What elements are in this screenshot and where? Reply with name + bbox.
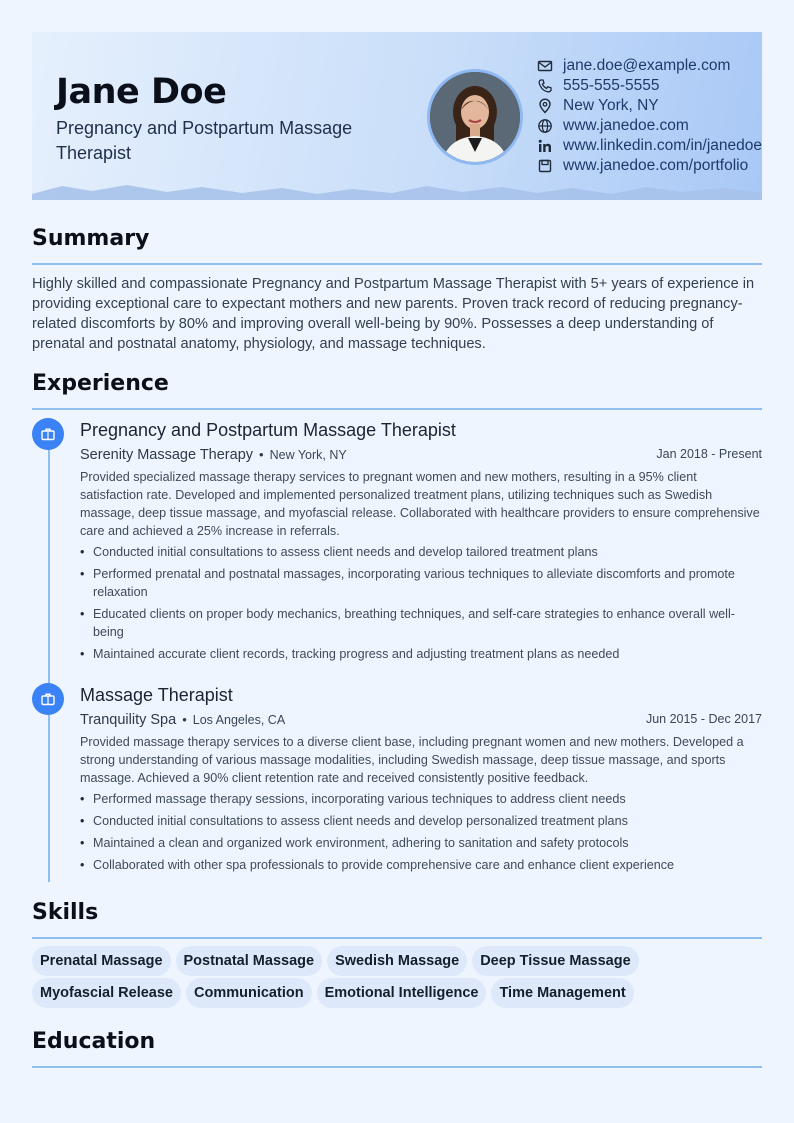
job-title: Pregnancy and Postpartum Massage Therapist <box>80 420 456 440</box>
separator-dot: • <box>259 447 264 462</box>
briefcase-icon <box>32 418 64 450</box>
job-bullet: • Conducted initial consultations to assess client needs and develop tailored treatment plans <box>80 543 762 561</box>
experience-item <box>80 685 762 878</box>
job-description: Provided massage therapy services to a diverse client base, including pregnant women and new mothers. Developed a strong understanding of various massage modalities, including Swedish massage, deep tissue massage, and sports massage. Achieved a 90% client retention rate and received consistently positive feedback. <box>80 735 744 785</box>
job-bullet: • Educated clients on proper body mechanics, breathing techniques, and self-care strategies to enhance overall well-being <box>80 605 762 641</box>
job-bullet: • Performed massage therapy sessions, incorporating various techniques to address client needs <box>80 790 762 808</box>
contact-email[interactable]: jane.doe@example.com <box>537 56 762 76</box>
contact-linkedin[interactable]: www.linkedin.com/in/janedoe <box>537 136 762 156</box>
job-title: Massage Therapist <box>80 685 233 705</box>
job-bullets <box>80 790 762 874</box>
timeline-line <box>48 420 50 882</box>
job-location: Los Angeles, CA <box>192 713 286 727</box>
contact-phone[interactable]: 555-555-5555 <box>537 76 762 96</box>
job-description: Provided specialized massage therapy services to pregnant women and new mothers, resulting in a 95% client satisfaction rate. Developed and implemented personalized treatment plans, utilizing techniques such as Swedish massage, deep tissue massage, and myofascial release. Collaborated with healthcare providers to ensure comprehensive care and achieved a 25% increase in referrals. <box>80 470 760 538</box>
skill-tag: Time Management <box>491 978 633 1008</box>
mail-icon <box>537 58 553 74</box>
job-bullet: • Maintained accurate client records, tracking progress and adjusting treatment plans as needed <box>80 645 762 663</box>
location-icon <box>537 98 553 114</box>
section-divider <box>32 408 762 410</box>
job-bullet: • Performed prenatal and postnatal massages, incorporating various techniques to alleviate discomforts and promote relaxation <box>80 565 762 601</box>
briefcase-icon <box>32 683 64 715</box>
contact-portfolio[interactable]: www.janedoe.com/portfolio <box>537 156 762 176</box>
header-decoration <box>32 182 762 200</box>
job-bullet: • Collaborated with other spa professionals to provide comprehensive care and enhance client experience <box>80 856 762 874</box>
company-name: Serenity Massage Therapy <box>80 447 254 463</box>
job-bullet: • Maintained a clean and organized work environment, adhering to sanitation and safety protocols <box>80 834 762 852</box>
portfolio-icon <box>537 158 553 174</box>
section-title-skills: Skills <box>32 900 99 925</box>
section-divider <box>32 1066 762 1068</box>
job-bullets <box>80 543 762 663</box>
section-title-education: Education <box>32 1029 156 1054</box>
phone-icon <box>537 78 553 94</box>
skill-tag: Communication <box>186 978 312 1008</box>
linkedin-icon <box>537 138 553 154</box>
company-name: Tranquility Spa <box>80 712 177 728</box>
job-bullet: • Conducted initial consultations to assess client needs and develop personalized treatment plans <box>80 812 762 830</box>
skill-tag: Deep Tissue Massage <box>472 946 638 976</box>
skill-tag: Swedish Massage <box>327 946 467 976</box>
summary-text: Highly skilled and compassionate Pregnancy and Postpartum Massage Therapist with 5+ years of experience in providing exceptional care to expectant mothers and new parents. Proven track record of reducing pregnancy-related discomforts by 80% and improving overall well-being by 90%. Possesses a deep understanding of prenatal and postnatal anatomy, physiology, and massage techniques. <box>32 276 755 352</box>
job-dates: Jan 2018 - Present <box>656 447 762 461</box>
section-divider <box>32 263 762 265</box>
skill-tag: Postnatal Massage <box>176 946 323 976</box>
profile-photo <box>427 69 523 165</box>
skill-tag: Myofascial Release <box>32 978 181 1008</box>
candidate-name: Jane Doe <box>56 72 227 112</box>
skills-list <box>32 946 772 1010</box>
globe-icon <box>537 118 553 134</box>
skill-tag: Emotional Intelligence <box>317 978 487 1008</box>
contact-website[interactable]: www.janedoe.com <box>537 116 762 136</box>
experience-item <box>80 420 762 667</box>
job-location: New York, NY <box>269 448 347 462</box>
section-divider <box>32 937 762 939</box>
resume-header <box>32 32 762 200</box>
contact-list <box>537 56 762 176</box>
contact-location: New York, NY <box>537 96 762 116</box>
separator-dot: • <box>182 712 187 727</box>
section-title-experience: Experience <box>32 371 169 396</box>
job-meta <box>80 711 762 733</box>
job-dates: Jun 2015 - Dec 2017 <box>645 712 762 726</box>
skill-tag: Prenatal Massage <box>32 946 171 976</box>
job-meta <box>80 446 762 468</box>
candidate-role: Pregnancy and Postpartum Massage Therapist <box>56 118 353 163</box>
section-title-summary: Summary <box>32 226 150 251</box>
